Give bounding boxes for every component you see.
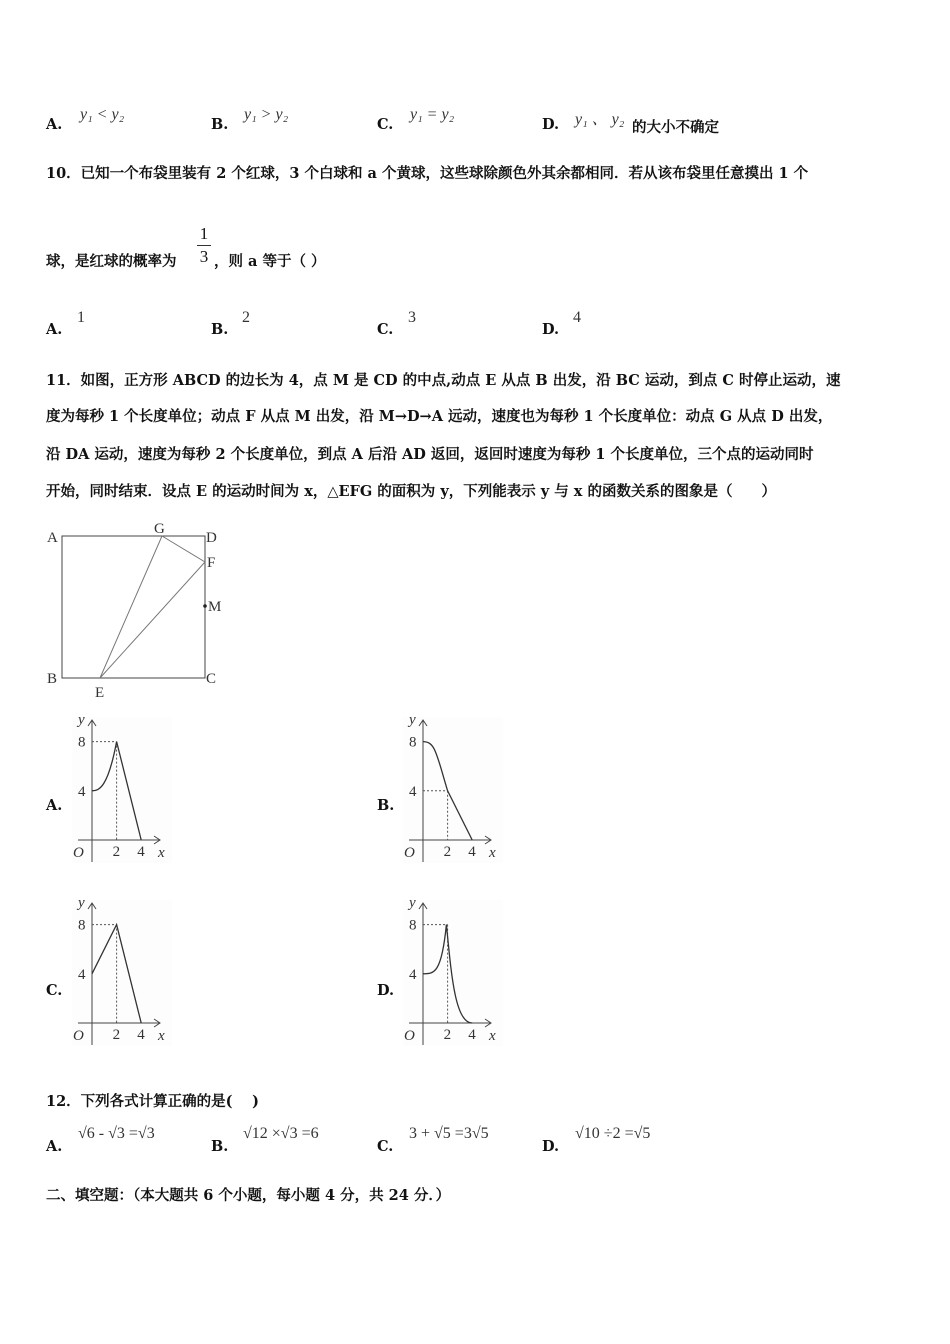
fraction-numerator: 1: [199, 224, 209, 243]
origin-label: O: [73, 1028, 84, 1044]
y-tick-8: 8: [409, 917, 417, 934]
graph-option-d: [403, 895, 513, 1048]
q11-option-b-label: B.: [377, 797, 395, 814]
y-tick-4: 4: [78, 966, 86, 983]
y-tick-8: 8: [78, 917, 86, 934]
q11-option-a-label: A.: [46, 797, 63, 814]
label-e: E: [95, 685, 105, 701]
q11-line2: 度为每秒 1 个长度单位；动点 F 从点 M 出发，沿 M→D→A 远动，速度也为每秒 1 个长度单位：动点 G 从点 D 出发，: [46, 408, 833, 425]
q10-line2-a: 球，是红球的概率为: [46, 253, 177, 270]
x-axis-label: x: [158, 1028, 165, 1044]
label-m: M: [208, 599, 222, 615]
label-g: G: [154, 521, 165, 537]
q9-option-c-label: C.: [377, 116, 394, 133]
q9-option-b-math: y₁ > y₂: [244, 106, 289, 123]
point-m: [203, 604, 207, 608]
origin-label: O: [404, 1028, 415, 1044]
y-axis-label: y: [78, 712, 85, 728]
q12-option-c-math: 3 + √5 =3√5: [409, 1125, 489, 1142]
graph-background: [403, 717, 503, 863]
x-tick-2: 2: [443, 1027, 452, 1043]
fraction-denominator: 3: [199, 247, 209, 266]
q11-line1: 11．如图，正方形 ABCD 的边长为 4，点 M 是 CD 的中点,动点 E 从点 B 出发，沿 BC 运动，到点 C 时停止运动，速: [46, 372, 841, 389]
y-tick-8: 8: [409, 734, 417, 751]
label-a: A: [47, 530, 58, 546]
q9-option-a-label: A.: [46, 116, 63, 133]
y-axis-label: y: [409, 895, 416, 911]
q10-option-c-value: 3: [408, 309, 416, 326]
q10-option-d-value: 4: [573, 309, 581, 326]
graph-option-c: [72, 895, 182, 1048]
origin-label: O: [404, 845, 415, 861]
label-c: C: [206, 671, 217, 687]
x-tick-4: 4: [137, 844, 145, 860]
x-axis-label: x: [489, 1028, 496, 1044]
q9-option-d-math: y₁ 、 y₂: [575, 111, 625, 128]
q11-option-d-label: D.: [377, 982, 395, 999]
q10-option-a-label: A.: [46, 321, 63, 338]
q12-option-a-label: A.: [46, 1138, 63, 1155]
y-tick-8: 8: [78, 734, 86, 751]
q12-option-a-math: √6 - √3 =√3: [78, 1125, 155, 1142]
q12-option-b-math: √12 ×√3 =6: [243, 1125, 319, 1142]
q10-option-b-value: 2: [242, 309, 250, 326]
q10-option-c-label: C.: [377, 321, 394, 338]
q12-option-b-label: B.: [211, 1138, 229, 1155]
section-2-heading: 二、填空题：（本大题共 6 个小题，每小题 4 分，共 24 分．）: [46, 1187, 451, 1204]
y-axis-label: y: [78, 895, 85, 911]
label-d: D: [206, 530, 217, 546]
q9-option-c-math: y₁ = y₂: [410, 106, 455, 123]
q12-option-c-label: C.: [377, 1138, 394, 1155]
q11-option-c-label: C.: [46, 982, 63, 999]
graph-background: [403, 900, 503, 1046]
q9-option-b-label: B.: [211, 116, 229, 133]
graph-background: [72, 900, 172, 1046]
q12-option-d-math: √10 ÷2 =√5: [575, 1125, 651, 1142]
graph-option-b: [403, 712, 513, 865]
q9-option-d-label: D.: [542, 116, 560, 133]
x-tick-4: 4: [137, 1027, 145, 1043]
graph-background: [72, 717, 172, 863]
q11-line3: 沿 DA 运动，速度为每秒 2 个长度单位，到点 A 后沿 AD 返回，返回时速度为每秒 1 个长度单位，三个点的运动同时: [46, 446, 814, 463]
y-tick-4: 4: [409, 966, 417, 983]
label-b: B: [47, 671, 58, 687]
y-tick-4: 4: [409, 783, 417, 800]
origin-label: O: [73, 845, 84, 861]
q10-option-a-value: 1: [77, 309, 85, 326]
q11-line4: 开始，同时结束．设点 E 的运动时间为 x，△EFG 的面积为 y，下列能表示 y 与 x 的函数关系的图象是（ ）: [46, 483, 777, 500]
x-tick-4: 4: [468, 844, 476, 860]
graph-option-a: [72, 712, 182, 865]
x-tick-2: 2: [112, 1027, 121, 1043]
q9-option-a-math: y₁ < y₂: [80, 106, 125, 123]
q10-option-d-label: D.: [542, 321, 560, 338]
q12-title: 12．下列各式计算正确的是( ): [46, 1093, 259, 1110]
q10-line2-b: ，则 a 等于（ ）: [214, 253, 326, 270]
q9-option-d-text: 的大小不确定: [632, 119, 719, 136]
x-axis-label: x: [158, 845, 165, 861]
x-axis-label: x: [489, 845, 496, 861]
q10-line1: 10．已知一个布袋里装有 2 个红球，3 个白球和 a 个黄球，这些球除颜色外其余都相同．若从该布袋里任意摸出 1 个: [46, 165, 809, 182]
q10-option-b-label: B.: [211, 321, 229, 338]
triangle-efg: [100, 536, 205, 678]
x-tick-2: 2: [112, 844, 121, 860]
x-tick-4: 4: [468, 1027, 476, 1043]
square-abcd: [62, 536, 205, 678]
label-f: F: [207, 555, 216, 571]
y-tick-4: 4: [78, 783, 86, 800]
x-tick-2: 2: [443, 844, 452, 860]
q12-option-d-label: D.: [542, 1138, 560, 1155]
y-axis-label: y: [409, 712, 416, 728]
